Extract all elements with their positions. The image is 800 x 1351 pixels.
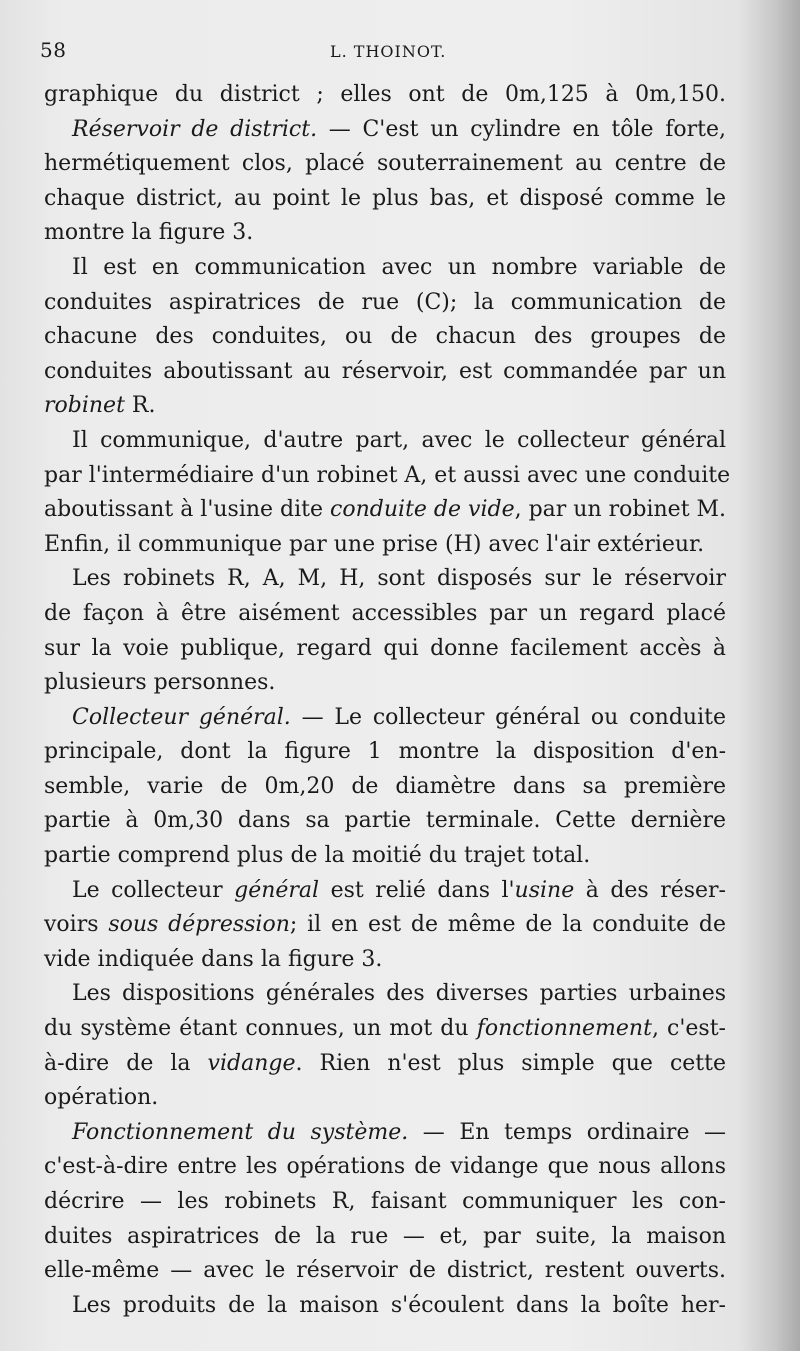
page-edge-shadow	[740, 0, 800, 1351]
text-line: plusieurs personnes.	[44, 670, 276, 696]
text-line: voirs sous dépression; il en est de même de la conduite de	[44, 912, 726, 938]
section-heading: Fonctionnement du système.	[72, 1119, 409, 1145]
text-line: hermétiquement clos, placé souterrainement au centre de	[44, 151, 726, 177]
running-head: L. THOINOT.	[330, 42, 447, 61]
section-heading: Réservoir de district.	[72, 116, 318, 142]
text-line: Réservoir de district. — C'est un cylindre en tôle forte,	[72, 116, 726, 142]
text-line: Collecteur général. — Le collecteur général ou conduite	[72, 704, 727, 730]
text-line: duites aspiratrices de la rue — et, par suite, la maison	[44, 1223, 726, 1249]
page-header	[40, 38, 740, 68]
text-line: Il communique, d'autre part, avec le collecteur général	[72, 427, 726, 453]
page-number: 58	[40, 38, 67, 62]
text-line: Les produits de la maison s'écoulent dans la boîte her-	[72, 1292, 726, 1318]
text-line: chaque district, au point le plus bas, et disposé comme le	[44, 185, 726, 211]
text-line: Il est en communication avec un nombre variable de	[72, 254, 726, 280]
text-line: elle-même — avec le réservoir de district, restent ouverts.	[44, 1258, 726, 1284]
text-line: Les dispositions générales des diverses parties urbaines	[72, 981, 726, 1007]
text-line: à-dire de la vidange. Rien n'est plus simple que cette	[44, 1050, 726, 1076]
text-line: conduites aspiratrices de rue (C); la communication de	[44, 289, 726, 315]
text-line: c'est-à-dire entre les opérations de vidange que nous allons	[44, 1154, 726, 1180]
body-text	[44, 78, 731, 1323]
text-line: du système étant connues, un mot du fonctionnement, c'est-	[44, 1016, 726, 1042]
text-line: partie à 0m,30 dans sa partie terminale. Cette dernière	[44, 808, 726, 834]
text-line: Fonctionnement du système. — En temps ordinaire —	[72, 1119, 727, 1145]
text-line: Enfin, il communique par une prise (H) avec l'air extérieur.	[44, 531, 705, 557]
text-line: robinet R.	[44, 393, 156, 419]
text-line: semble, varie de 0m,20 de diamètre dans sa première	[44, 773, 726, 799]
text-line: décrire — les robinets R, faisant communiquer les con-	[44, 1189, 726, 1214]
text-line: Le collecteur général est relié dans l'usine à des réser-	[72, 877, 726, 903]
text-line: aboutissant à l'usine dite conduite de vide, par un robinet M.	[44, 497, 727, 523]
text-line: par l'intermédiaire d'un robinet A, et aussi avec une conduite	[44, 462, 731, 488]
text-line: chacune des conduites, ou de chacun des groupes de	[44, 324, 726, 350]
text-line: vide indiquée dans la figure 3.	[44, 946, 383, 972]
text-line: partie comprend plus de la moitié du trajet total.	[44, 843, 591, 869]
text-line: Les robinets R, A, M, H, sont disposés sur le réservoir	[72, 566, 726, 592]
text-line: de façon à être aisément accessibles par un regard placé	[44, 600, 726, 626]
text-line: montre la figure 3.	[44, 220, 254, 246]
text-line: graphique du district ; elles ont de 0m,125 à 0m,150.	[44, 82, 726, 107]
text-line: conduites aboutissant au réservoir, est commandée par un	[44, 358, 726, 384]
section-heading: Collecteur général.	[72, 704, 291, 730]
text-line: opération.	[44, 1085, 159, 1111]
text-line: principale, dont la figure 1 montre la disposition d'en-	[44, 739, 726, 765]
text-line: sur la voie publique, regard qui donne facilement accès à	[44, 635, 726, 661]
